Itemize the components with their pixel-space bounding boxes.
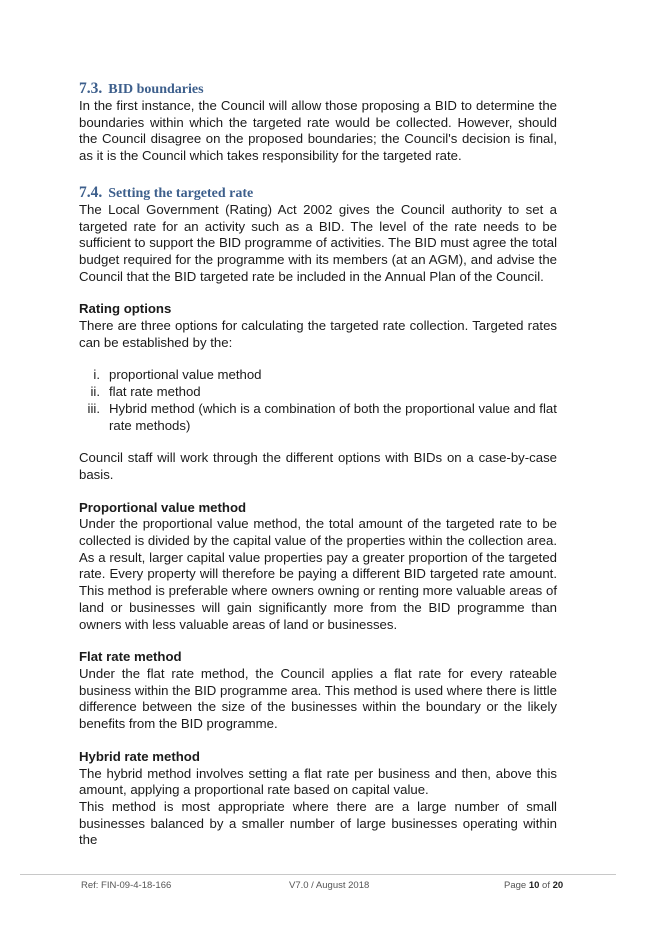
section-title: Setting the targeted rate	[108, 185, 254, 201]
section-number: 7.3.	[79, 80, 103, 97]
paragraph-council-staff: Council staff will work through the different options with BIDs on a case-by-case basis.	[79, 450, 557, 482]
page-label: Page	[504, 880, 527, 891]
list-marker: i.	[93, 367, 100, 383]
list-item-text: Hybrid method (which is a combination of both the proportional value and flat rate methods)	[109, 400, 557, 433]
paragraph-hybrid-rate-2: This method is most appropriate where there are a large number of small businesses balanced by a smaller number of large businesses operating within the	[79, 798, 557, 848]
list-item	[79, 384, 557, 401]
list-marker: iii.	[87, 400, 100, 416]
page-current: 10	[528, 880, 540, 891]
paragraph-proportional-value: Under the proportional value method, the total amount of the targeted rate to be collected is divided by the capital value of the properties within the collection area. As a result, larger capital value properties pay a greater proportion of the targeted rate. Every property will therefore be paying a different BID targeted rate amount. This method is preferable where owners owning or renting more valuable areas of land or businesses will gain significantly more from the BID programme than owners with less valuable areas of land or businesses.	[79, 516, 557, 632]
page-of: of	[542, 880, 550, 891]
section-heading-7-4	[79, 184, 557, 202]
paragraph-hybrid-rate-1: The hybrid method involves setting a flat rate per business and then, above this amount, applying a proportional rate based on capital value.	[79, 765, 557, 798]
heading-flat-rate: Flat rate method	[79, 649, 182, 665]
list-item	[79, 401, 557, 434]
section-number: 7.4.	[79, 183, 103, 201]
rating-options-list	[79, 367, 557, 434]
footer-page-number	[504, 880, 563, 891]
paragraph-setting-targeted-rate: The Local Government (Rating) Act 2002 gives the Council authority to set a targeted rate for an activity such as a BID. The level of the rate needs to be sufficient to support the BID programme of activities. The BID must agree the total budget required for the programme with its members (at an AGM), and advise the Council that the BID targeted rate be included in the Annual Plan of the Council.	[79, 201, 557, 284]
footer-reference: Ref: FIN-09-4-18-166	[81, 880, 172, 891]
heading-hybrid-rate: Hybrid rate method	[79, 748, 200, 764]
paragraph-rating-intro: There are three options for calculating the targeted rate collection. Targeted rates can be established by the:	[79, 318, 557, 350]
page-total: 20	[552, 880, 564, 891]
footer-version: V7.0 / August 2018	[289, 880, 370, 891]
list-item-text: flat rate method	[109, 384, 201, 400]
list-marker: ii.	[90, 384, 100, 400]
paragraph-bid-boundaries: In the first instance, the Council will allow those proposing a BID to determine the boundaries within which the targeted rate would be collected. However, should the Council disagree on the proposed boundaries; the Council's decision is final, as it is the Council which takes responsibility for the targeted rate.	[79, 98, 557, 164]
paragraph-flat-rate: Under the flat rate method, the Council applies a flat rate for every rateable business within the BID programme area. This method is used where there is little difference between the size of the businesses within the boundary or the likely benefits from the BID programme.	[79, 665, 557, 732]
heading-proportional-value: Proportional value method	[79, 499, 247, 515]
list-item	[79, 367, 557, 384]
section-title: BID boundaries	[108, 82, 204, 97]
section-heading-7-3	[79, 80, 557, 98]
footer-divider	[20, 874, 616, 875]
document-body	[79, 80, 557, 849]
heading-rating-options: Rating options	[79, 301, 172, 317]
list-item-text: proportional value method	[109, 367, 262, 383]
